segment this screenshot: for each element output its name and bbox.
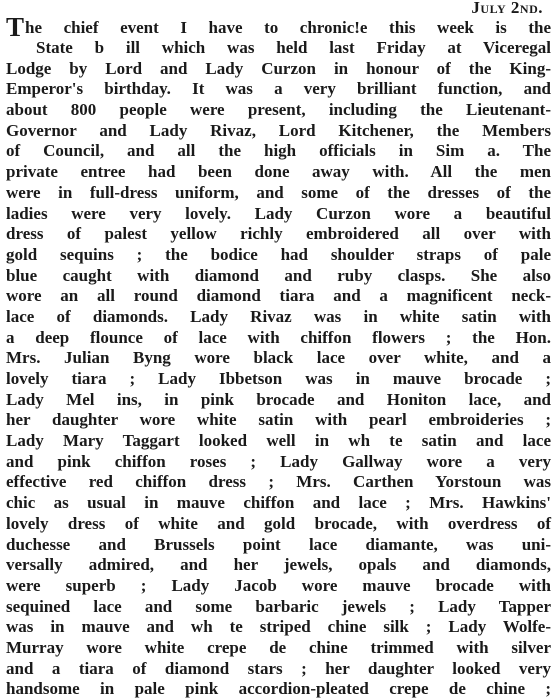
- article-column: [6, 12, 551, 700]
- article-line: Mrs. Julian Byng wore black lace over white, and a: [6, 348, 551, 368]
- article-line: Murray wore white crepe de chine trimmed with silver: [6, 637, 551, 657]
- article-line: effective red chiffon dress ; Mrs. Carthen Yorstoun was: [6, 472, 551, 492]
- article-line: and pink chiffon roses ; Lady Gallway wore a very: [6, 451, 551, 471]
- article-line: a deep flounce of lace with chiffon flowers ; the Hon.: [6, 327, 551, 347]
- article-line: lace of diamonds. Lady Rivaz was in white satin with: [6, 306, 551, 326]
- article-line: lovely dress of white and gold brocade, with overdress of: [6, 513, 551, 533]
- article-line: Lodge by Lord and Lady Curzon in honour of the King-: [6, 58, 551, 78]
- article-line: Lady Mary Taggart looked well in wh te satin and lace: [6, 431, 551, 451]
- article-line: sequined lace and some barbaric jewels ; Lady Tapper: [6, 596, 551, 616]
- article-line: dress of palest yellow richly embroidered all over with: [6, 224, 551, 244]
- article-line: was in mauve and wh te striped chine silk ; Lady Wolfe-: [6, 617, 551, 637]
- article-line: handsome in pale pink accordion-pleated crepe de chine ;: [6, 679, 551, 699]
- article-line-text: he chief event I have to chronic!e this week is the: [25, 18, 551, 37]
- article-line: duchesse and Brussels point lace diamante, was uni-: [6, 534, 551, 554]
- article-line: State b ill which was held last Friday at Viceregal: [36, 38, 551, 57]
- article-line: gold sequins ; the bodice had shoulder straps of pale: [6, 244, 551, 264]
- article-line: [6, 12, 551, 42]
- article-line: her daughter wore white satin with pearl embroideries ;: [6, 410, 551, 430]
- article-line: lovely tiara ; Lady Ibbetson was in mauve brocade ;: [6, 369, 551, 388]
- article-line: wore an all round diamond tiara and a magnificent neck-: [6, 286, 551, 306]
- drop-cap: T: [6, 12, 25, 42]
- article-line: of Council, and all the high officials in Sim a. The: [6, 141, 551, 161]
- article-line: blue caught with diamond and ruby clasps. She also: [6, 265, 551, 285]
- article-line: Governor and Lady Rivaz, Lord Kitchener, the Members: [6, 120, 551, 140]
- dateline: July 2nd.: [471, 0, 543, 17]
- article-line: Lady Mel ins, in pink brocade and Honiton lace, and: [6, 389, 551, 409]
- article-line: chic as usual in mauve chiffon and lace ; Mrs. Hawkins': [6, 493, 551, 513]
- article-line: and a tiara of diamond stars ; her daughter looked very: [6, 658, 551, 678]
- article-line: Emperor's birthday. It was a very brilliant function, and: [6, 79, 551, 99]
- article-line: about 800 people were present, including the Lieutenant-: [6, 100, 551, 120]
- article-line: ladies were very lovely. Lady Curzon wore a beautiful: [6, 203, 551, 223]
- article-line: were superb ; Lady Jacob wore mauve brocade with: [6, 575, 551, 595]
- article-line: versally admired, and her jewels, opals and diamonds,: [6, 555, 551, 575]
- article-line: private entree had been done away with. All the men: [6, 162, 551, 182]
- article-line: were in full-dress uniform, and some of the dresses of the: [6, 182, 551, 202]
